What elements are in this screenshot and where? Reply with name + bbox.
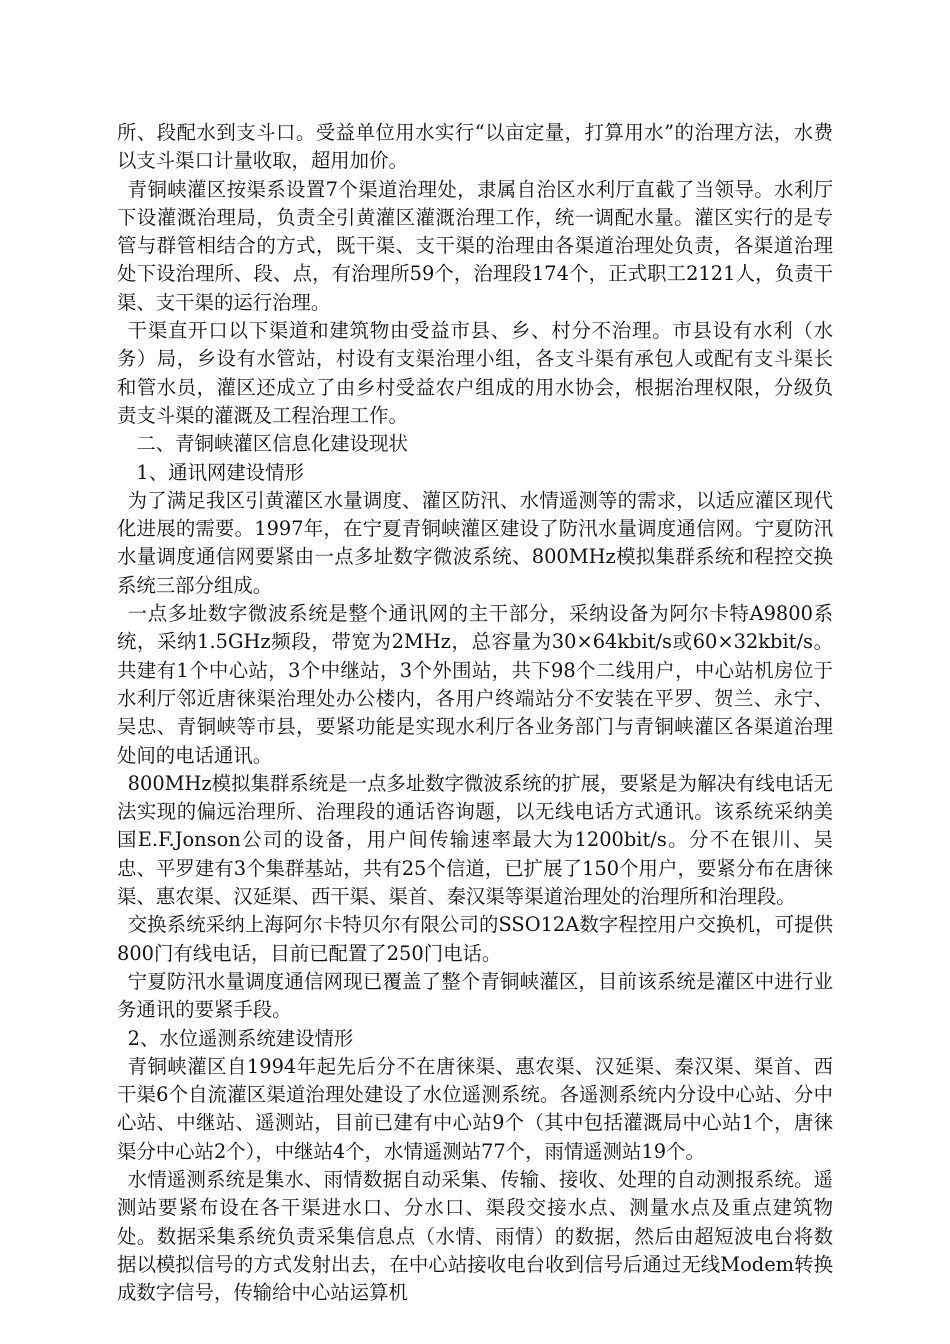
paragraph: 800MHz模拟集群系统是一点多址数字微波系统的扩展，要紧是为解决有线电话无法实现的偏远治理所、治理段的通话咨询题，以无线电话方式通讯。该系统采纳美国E.F.Jonson公司的设备，用户间传输速率最大为1200bit/s。分不在银川、吴忠、平罗建有3个集群基站，共有25个信道，已扩展了150个用户，要紧分布在唐徕渠、惠农渠、汉延渠、西干渠、渠首、秦汉渠等渠道治理处的治理所和治理段。	[117, 771, 833, 909]
section-heading: 二、青铜峡灌区信息化建设现状	[136, 432, 408, 456]
paragraph: 水情遥测系统是集水、雨情数据自动采集、传输、接收、处理的自动测报系统。遥测站要紧布设在各干渠进水口、分水口、渠段交接水点、测量水点及重点建筑物处。数据采集系统负责采集信息点（水情、雨情）的数据，然后由超短波电台将数据以模拟信号的方式发射出去，在中心站接收电台收到信号后通过无线Modem转换成数字信号，传输给中心站运算机	[117, 1167, 833, 1305]
subsection-heading: 2、水位遥测系统建设情形	[127, 1026, 354, 1050]
paragraph: 一点多址数字微波系统是整个通讯网的主干部分，采纳设备为阿尔卡特A9800系统，采纳1.5GHz频段，带宽为2MHz，总容量为30×64kbit/s或60×32kbit/s。共建有1个中心站，3个中继站，3个外围站，共下98个二线用户，中心站机房位于水利厅邻近唐徕渠治理处办公楼内，各用户终端站分不安装在平罗、贺兰、永宁、吴忠、青铜峡等市县，要紧功能是实现水利厅各业务部门与青铜峡灌区各渠道治理处间的电话通讯。	[117, 602, 833, 767]
document-body	[117, 119, 833, 1307]
paragraph: 所、段配水到支斗口。受益单位用水实行“以亩定量，打算用水”的治理方法，水费以支斗渠口计量收取，超用加价。	[117, 121, 833, 173]
paragraph: 青铜峡灌区按渠系设置7个渠道治理处，隶属自治区水利厅直截了当领导。水利厅下设灌溉治理局，负责全引黄灌区灌溉治理工作，统一调配水量。灌区实行的是专管与群管相结合的方式，既干渠、支干渠的治理由各渠道治理处负责，各渠道治理处下设治理所、段、点，有治理所59个，治理段174个，正式职工2121人，负责干渠、支干渠的运行治理。	[117, 177, 833, 314]
paragraph: 交换系统采纳上海阿尔卡特贝尔有限公司的SSO12A数字程控用户交换机，可提供800门有线电话，目前已配置了250门电话。	[117, 913, 833, 965]
subsection-heading: 1、通讯网建设情形	[136, 460, 304, 484]
paragraph: 青铜峡灌区自1994年起先后分不在唐徕渠、惠农渠、汉延渠、秦汉渠、渠首、西干渠6个自流灌区渠道治理处建设了水位遥测系统。各遥测系统内分设中心站、分中心站、中继站、遥测站，目前已建有中心站9个（其中包括灌溉局中心站1个，唐徕渠分中心站2个），中继站4个，水情遥测站77个，雨情遥测站19个。	[117, 1054, 833, 1163]
paragraph: 为了满足我区引黄灌区水量调度、灌区防汛、水情遥测等的需求，以适应灌区现代化进展的需要。1997年，在宁夏青铜峡灌区建设了防汛水量调度通信网。宁夏防汛水量调度通信网要紧由一点多址数字微波系统、800MHz模拟集群系统和程控交换系统三部分组成。	[117, 488, 833, 597]
paragraph: 宁夏防汛水量调度通信网现已覆盖了整个青铜峡灌区，目前该系统是灌区中进行业务通讯的要紧手段。	[117, 969, 833, 1022]
paragraph: 干渠直开口以下渠道和建筑物由受益市县、乡、村分不治理。市县设有水利（水务）局，乡设有水管站，村设有支渠治理小组，各支斗渠有承包人或配有支斗渠长和管水员，灌区还成立了由乡村受益农户组成的用水协会，根据治理权限，分级负责支斗渠的灌溉及工程治理工作。	[117, 319, 833, 427]
